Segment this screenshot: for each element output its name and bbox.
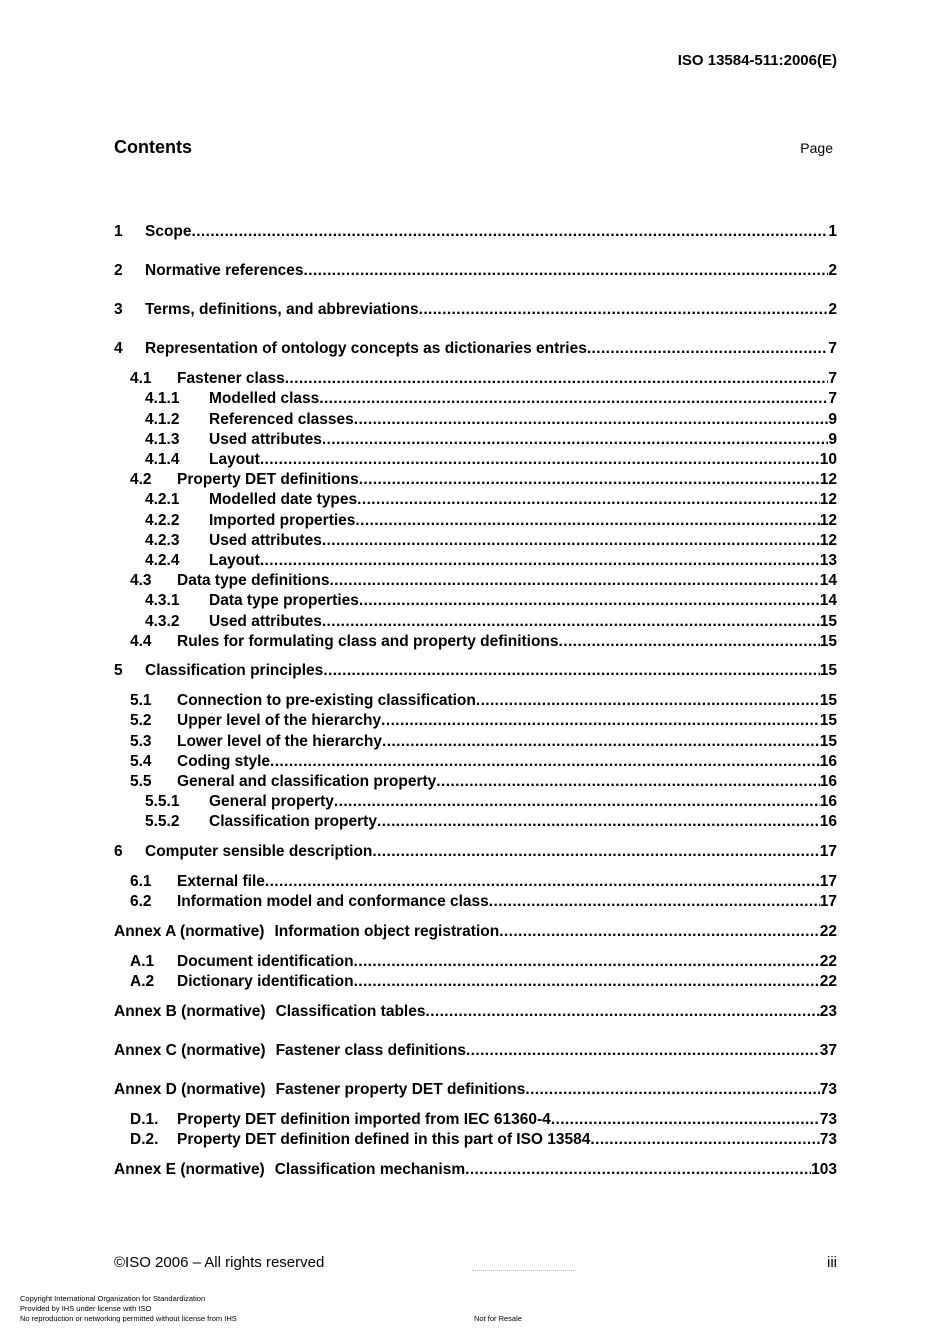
dot-leader bbox=[499, 923, 820, 941]
toc-entry-number: 4.1.2 bbox=[145, 411, 180, 428]
toc-entry-page: 7 bbox=[828, 340, 837, 357]
toc-entry-title: Classification mechanism bbox=[274, 1161, 466, 1178]
toc-entry-page: 37 bbox=[819, 1042, 837, 1059]
dot-leader bbox=[359, 592, 820, 610]
dot-leader bbox=[359, 471, 820, 489]
toc-entry-title: General property bbox=[209, 793, 334, 810]
toc-entry-page: 14 bbox=[819, 572, 837, 589]
toc-entry-number: D.2. bbox=[130, 1131, 159, 1148]
toc-entry-number: 5.3 bbox=[130, 733, 152, 750]
dot-leader bbox=[436, 773, 819, 791]
toc-entry-title: Data type definitions bbox=[177, 572, 330, 589]
toc-entry-number: 4.1.3 bbox=[145, 431, 180, 448]
dot-leader bbox=[322, 431, 829, 449]
toc-entry-number: 6 bbox=[114, 843, 123, 860]
toc-entry-number: 4.2.4 bbox=[145, 552, 180, 569]
toc-entry-title: Classification principles bbox=[145, 662, 324, 679]
toc-entry-number: 4.4 bbox=[130, 633, 152, 650]
dot-leader bbox=[372, 843, 819, 861]
toc-entry-page: 9 bbox=[828, 431, 837, 448]
toc-entry-page: 16 bbox=[819, 753, 837, 770]
toc-entry-number: 4.2 bbox=[130, 471, 152, 488]
toc-entry bbox=[114, 843, 837, 861]
toc-entry-number: 4.3 bbox=[130, 572, 152, 589]
toc-entry bbox=[114, 340, 837, 358]
toc-entry-number: Annex A (normative) bbox=[114, 923, 265, 940]
toc-entry-number: 4.1.4 bbox=[145, 451, 180, 468]
toc-entry-title: Classification property bbox=[209, 813, 377, 830]
contents-title: Contents bbox=[114, 137, 192, 157]
faint-mark bbox=[472, 1270, 576, 1273]
toc-entry bbox=[145, 592, 837, 610]
toc-entry-number: D.1. bbox=[130, 1111, 159, 1128]
dot-leader bbox=[425, 1003, 819, 1021]
toc-entry-title: Referenced classes bbox=[209, 411, 354, 428]
toc-entry bbox=[114, 223, 837, 241]
dot-leader bbox=[260, 552, 820, 570]
toc-entry-number: 4.3.2 bbox=[145, 613, 180, 630]
toc-entry-number: 6.1 bbox=[130, 873, 152, 890]
toc-entry-page: 15 bbox=[819, 712, 837, 729]
toc-entry-page: 16 bbox=[819, 793, 837, 810]
toc-entry-title: Representation of ontology concepts as dictionaries entries bbox=[145, 340, 587, 357]
toc-entry bbox=[130, 1111, 837, 1129]
toc-entry bbox=[145, 813, 837, 831]
legal-line: No reproduction or networking permitted without license from IHS bbox=[20, 1314, 237, 1323]
toc-entry bbox=[130, 370, 837, 388]
dot-leader bbox=[265, 873, 820, 891]
toc-entry-page: 73 bbox=[819, 1081, 837, 1098]
toc-entry bbox=[130, 973, 837, 991]
dot-leader bbox=[304, 262, 829, 280]
dot-leader bbox=[381, 712, 820, 730]
toc-entry-number: Annex C (normative) bbox=[114, 1042, 266, 1059]
toc-entry-title: Modelled class bbox=[209, 390, 320, 407]
toc-entry-number: A.2 bbox=[130, 973, 155, 990]
dot-leader bbox=[559, 633, 820, 651]
dot-leader bbox=[590, 1131, 819, 1149]
toc-entry-number: 6.2 bbox=[130, 893, 152, 910]
toc-entry bbox=[145, 431, 837, 449]
toc-entry-page: 22 bbox=[819, 973, 837, 990]
toc-entry bbox=[130, 733, 837, 751]
toc-entry-page: 103 bbox=[811, 1161, 837, 1178]
toc-entry-title: Document identification bbox=[177, 953, 354, 970]
toc-entry bbox=[130, 893, 837, 911]
toc-entry-title: Terms, definitions, and abbreviations bbox=[145, 301, 419, 318]
toc-entry-page: 17 bbox=[819, 893, 837, 910]
toc-entry bbox=[114, 1042, 837, 1060]
toc-entry-page: 16 bbox=[819, 813, 837, 830]
toc-entry-title: Upper level of the hierarchy bbox=[177, 712, 382, 729]
toc-entry-page: 7 bbox=[828, 390, 837, 407]
toc-entry-title: Modelled date types bbox=[209, 491, 358, 508]
toc-entry-page: 15 bbox=[819, 692, 837, 709]
legal-line: Copyright International Organization for Standardization bbox=[20, 1294, 206, 1303]
toc-entry bbox=[114, 923, 837, 941]
toc-entry-page: 23 bbox=[819, 1003, 837, 1020]
toc-entry-title: Used attributes bbox=[209, 532, 322, 549]
toc-entry-number: 4 bbox=[114, 340, 123, 357]
dot-leader bbox=[551, 1111, 820, 1129]
toc-entry-page: 15 bbox=[819, 662, 837, 679]
toc-entry-title: Information object registration bbox=[274, 923, 500, 940]
page-number: iii bbox=[827, 1254, 837, 1271]
toc-entry-title: General and classification property bbox=[177, 773, 437, 790]
toc-entry-page: 16 bbox=[819, 773, 837, 790]
toc-entry-title: Property DET definitions bbox=[177, 471, 359, 488]
toc-entry-title: Connection to pre-existing classification bbox=[177, 692, 476, 709]
toc-entry bbox=[114, 662, 837, 680]
toc-entry-page: 17 bbox=[819, 843, 837, 860]
toc-entry-number: 2 bbox=[114, 262, 123, 279]
toc-entry bbox=[130, 1131, 837, 1149]
toc-entry-title: Coding style bbox=[177, 753, 271, 770]
toc-entry bbox=[145, 491, 837, 509]
toc-entry-number: 5.4 bbox=[130, 753, 152, 770]
dot-leader bbox=[419, 301, 829, 319]
toc-entry-page: 12 bbox=[819, 532, 837, 549]
toc-entry-number: Annex E (normative) bbox=[114, 1161, 265, 1178]
copyright-notice: ©ISO 2006 – All rights reserved bbox=[114, 1254, 325, 1271]
legal-line: Provided by IHS under license with ISO bbox=[20, 1304, 152, 1313]
page-column-label: Page bbox=[800, 140, 833, 156]
toc-entry-number: 5.1 bbox=[130, 692, 152, 709]
dot-leader bbox=[525, 1081, 819, 1099]
toc-entry bbox=[130, 712, 837, 730]
dot-leader bbox=[476, 692, 820, 710]
toc-entry-title: Scope bbox=[145, 223, 192, 240]
dot-leader bbox=[322, 613, 820, 631]
toc-entry-title: Classification tables bbox=[275, 1003, 426, 1020]
dot-leader bbox=[192, 223, 829, 241]
toc-entry-page: 73 bbox=[819, 1131, 837, 1148]
dot-leader bbox=[355, 512, 819, 530]
toc-entry-number: 4.2.1 bbox=[145, 491, 180, 508]
dot-leader bbox=[587, 340, 829, 358]
toc-entry bbox=[145, 552, 837, 570]
toc-entry-page: 9 bbox=[828, 411, 837, 428]
toc-entry bbox=[145, 512, 837, 530]
not-for-resale: Not for Resale bbox=[474, 1314, 522, 1323]
toc-entry-number: 1 bbox=[114, 223, 123, 240]
toc-entry-number: Annex D (normative) bbox=[114, 1081, 266, 1098]
toc-entry-page: 2 bbox=[828, 262, 837, 279]
toc-entry bbox=[145, 532, 837, 550]
toc-entry bbox=[130, 873, 837, 891]
toc-entry-number: A.1 bbox=[130, 953, 155, 970]
toc-entry-title: Dictionary identification bbox=[177, 973, 354, 990]
dot-leader bbox=[377, 813, 820, 831]
toc-entry-page: 15 bbox=[819, 733, 837, 750]
dot-leader bbox=[334, 793, 820, 811]
toc-entry-title: Lower level of the hierarchy bbox=[177, 733, 383, 750]
toc-entry-page: 15 bbox=[819, 613, 837, 630]
toc-entry-page: 14 bbox=[819, 592, 837, 609]
toc-entry bbox=[130, 471, 837, 489]
toc-entry-number: 5.5.2 bbox=[145, 813, 180, 830]
toc-entry-number: 4.1 bbox=[130, 370, 152, 387]
toc-entry-number: 4.1.1 bbox=[145, 390, 180, 407]
toc-entry-title: Property DET definition defined in this part of ISO 13584 bbox=[177, 1131, 591, 1148]
toc-entry bbox=[145, 451, 837, 469]
toc-entry-title: Computer sensible description bbox=[145, 843, 373, 860]
dot-leader bbox=[354, 973, 820, 991]
dot-leader bbox=[466, 1042, 820, 1060]
toc-entry-page: 12 bbox=[819, 471, 837, 488]
toc-entry-page: 2 bbox=[828, 301, 837, 318]
legal-notice bbox=[20, 1294, 237, 1324]
dot-leader bbox=[382, 733, 820, 751]
toc-entry-page: 12 bbox=[819, 512, 837, 529]
toc-entry bbox=[114, 262, 837, 280]
toc-entry-number: 4.2.3 bbox=[145, 532, 180, 549]
toc-entry-title: Normative references bbox=[145, 262, 304, 279]
toc-entry bbox=[145, 793, 837, 811]
toc-entry-number: 5 bbox=[114, 662, 123, 679]
toc-entry-title: Imported properties bbox=[209, 512, 356, 529]
toc-entry bbox=[130, 953, 837, 971]
toc-entry bbox=[130, 633, 837, 651]
toc-entry-title: Fastener class definitions bbox=[275, 1042, 466, 1059]
toc-entry bbox=[114, 301, 837, 319]
toc-entry-page: 1 bbox=[828, 223, 837, 240]
toc-entry-page: 7 bbox=[828, 370, 837, 387]
toc-entry-title: Data type properties bbox=[209, 592, 359, 609]
toc-entry-title: External file bbox=[177, 873, 265, 890]
document-id: ISO 13584-511:2006(E) bbox=[677, 52, 837, 69]
toc-entry-title: Property DET definition imported from IEC 61360-4 bbox=[177, 1111, 551, 1128]
toc-entry-page: 10 bbox=[819, 451, 837, 468]
toc-entry-page: 73 bbox=[819, 1111, 837, 1128]
toc-entry-number: Annex B (normative) bbox=[114, 1003, 266, 1020]
toc-entry bbox=[114, 1161, 837, 1179]
toc-entry bbox=[130, 753, 837, 771]
toc-entry-title: Information model and conformance class bbox=[177, 893, 489, 910]
toc-entry-page: 22 bbox=[819, 953, 837, 970]
dot-leader bbox=[465, 1161, 811, 1179]
toc-entry-title: Fastener class bbox=[177, 370, 285, 387]
dot-leader bbox=[357, 491, 820, 509]
toc-entry-number: 3 bbox=[114, 301, 123, 318]
toc-entry-title: Used attributes bbox=[209, 613, 322, 630]
dot-leader bbox=[319, 390, 828, 408]
toc-entry-title: Used attributes bbox=[209, 431, 322, 448]
toc-entry-page: 17 bbox=[819, 873, 837, 890]
toc-entry-page: 15 bbox=[819, 633, 837, 650]
toc-entry-title: Fastener property DET definitions bbox=[275, 1081, 526, 1098]
toc-entry bbox=[114, 1003, 837, 1021]
toc-entry bbox=[145, 390, 837, 408]
dot-leader bbox=[270, 753, 820, 771]
toc-entry-number: 4.3.1 bbox=[145, 592, 180, 609]
toc-entry bbox=[114, 1081, 837, 1099]
toc-entry-page: 22 bbox=[819, 923, 837, 940]
toc-entry-page: 12 bbox=[819, 491, 837, 508]
dot-leader bbox=[323, 662, 819, 680]
dot-leader bbox=[354, 953, 820, 971]
dot-leader bbox=[354, 411, 829, 429]
toc-entry-number: 5.2 bbox=[130, 712, 152, 729]
toc-entry-page: 13 bbox=[819, 552, 837, 569]
toc-entry-number: 4.2.2 bbox=[145, 512, 180, 529]
dot-leader bbox=[285, 370, 829, 388]
dot-leader bbox=[322, 532, 820, 550]
toc-entry bbox=[145, 613, 837, 631]
toc-entry bbox=[130, 572, 837, 590]
dot-leader bbox=[329, 572, 819, 590]
dot-leader bbox=[489, 893, 820, 911]
toc-entry bbox=[145, 411, 837, 429]
toc-entry-title: Layout bbox=[209, 552, 260, 569]
toc-entry-number: 5.5 bbox=[130, 773, 152, 790]
toc-entry-number: 5.5.1 bbox=[145, 793, 180, 810]
toc-entry-title: Rules for formulating class and property definitions bbox=[177, 633, 559, 650]
toc-entry bbox=[130, 773, 837, 791]
dot-leader bbox=[260, 451, 820, 469]
toc-entry-title: Layout bbox=[209, 451, 260, 468]
toc-entry bbox=[130, 692, 837, 710]
